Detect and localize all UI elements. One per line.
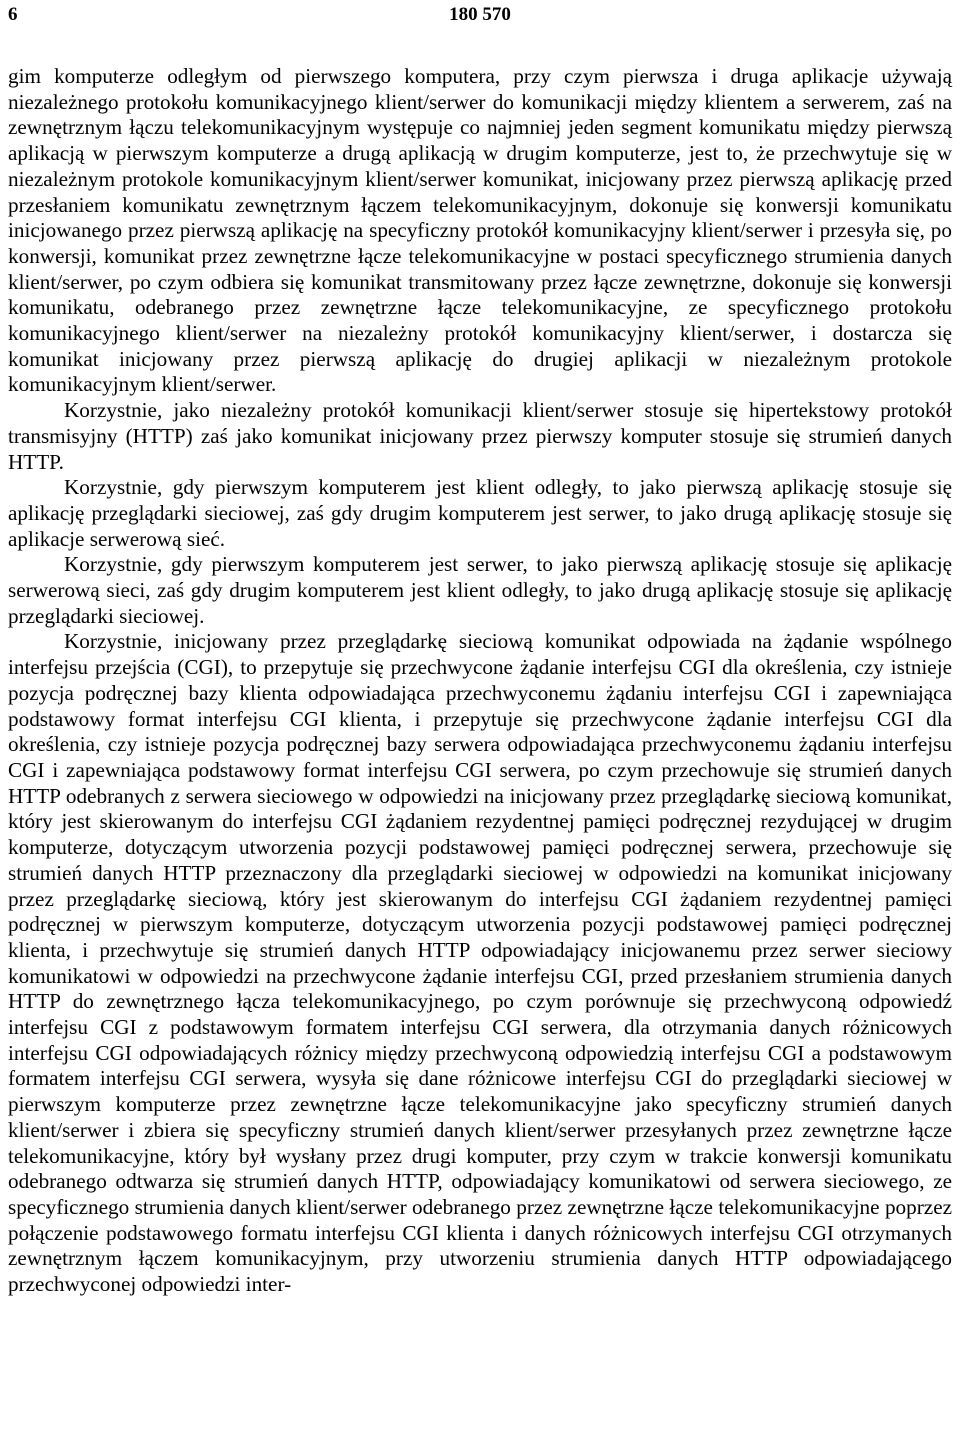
document-body: [8, 64, 952, 1298]
document-number: 180 570: [449, 4, 511, 25]
page-number: 6: [8, 4, 18, 25]
paragraph: Korzystnie, inicjowany przez przeglądarkę sieciową komunikat odpowiada na żądanie wspólnego interfejsu przejścia (CGI), to przepytuje się przechwycone żądanie interfejsu CGI dla określenia, czy istnieje pozycja podręcznej bazy klienta odpowiadająca przechwyconemu żądaniu interfejsu CGI i zapewniająca podstawowy format interfejsu CGI klienta, i przepytuje się przechwycone żądanie interfejsu CGI dla określenia, czy istnieje pozycja podręcznej bazy serwera odpowiadająca przechwyconemu żądaniu interfejsu CGI i zapewniająca podstawowy format interfejsu CGI serwera, po czym przechowuje się strumień danych HTTP odebranych z serwera sieciowego w odpowiedzi na inicjowany przez przeglądarkę sieciową komunikat, który jest skierowanym do interfejsu CGI żądaniem rezydentnej pamięci podręcznej rezydującej w drugim komputerze, dotyczącym utworzenia pozycji podstawowej pamięci podręcznej serwera, przechowuje się strumień danych HTTP przeznaczony dla przeglądarki sieciowej w odpowiedzi na komunikat inicjowany przez przeglądarkę sieciową, który jest skierowanym do interfejsu CGI żądaniem rezydentnej pamięci podręcznej w pierwszym komputerze, dotyczącym utworzenia pozycji podstawowej pamięci podręcznej klienta, i przechwytuje się strumień danych HTTP odpowiadający inicjowanemu przez serwer sieciowy komunikatowi w odpowiedzi na przechwycone żądanie interfejsu CGI, przed przesłaniem strumienia danych HTTP do zewnętrznego łącza telekomunikacyjnego, po czym porównuje się przechwyconą odpowiedź interfejsu CGI z podstawowym formatem interfejsu CGI serwera, dla otrzymania danych różnicowych interfejsu CGI odpowiadających różnicy między przechwyconą odpowiedzią interfejsu CGI a podstawowym formatem interfejsu CGI serwera, wysyła się dane różnicowe interfejsu CGI do przeglądarki sieciowej w pierwszym komputerze przez zewnętrzne łącze telekomunikacyjne jako specyficzny strumień danych klient/serwer i zbiera się specyficzny strumień danych klient/serwer przesyłanych przez zewnętrzne łącze telekomunikacyjne, który był wysłany przez drugi komputer, przy czym w trakcie konwersji komunikatu odebranego odtwarza się strumień danych HTTP, odpowiadający komunikatowi od serwera sieciowego, ze specyficznego strumienia danych klient/serwer odebranego przez zewnętrzne łącze telekomunikacyjne poprzez połączenie podstawowego formatu interfejsu CGI klienta i danych różnicowych interfejsu CGI otrzymanych zewnętrznym łączem komunikacyjnym, przy utworzeniu strumienia danych HTTP odpowiadającego przechwyconej odpowiedzi inter-: [8, 629, 952, 1297]
paragraph: Korzystnie, gdy pierwszym komputerem jest klient odległy, to jako pierwszą aplikację stosuje się aplikację przeglądarki sieciowej, zaś gdy drugim komputerem jest serwer, to jako drugą aplikację stosuje się aplikacje serwerową sieć.: [8, 475, 952, 551]
paragraph: gim komputerze odległym od pierwszego komputera, przy czym pierwsza i druga aplikacje używają niezależnego protokołu komunikacyjnego klient/serwer do komunikacji między klientem a serwerem, zaś na zewnętrznym łączu telekomunikacyjnym występuje co najmniej jeden segment komunikatu między pierwszą aplikacją w pierwszym komputerze a drugą aplikacją w drugim komputerze, jest to, że przechwytuje się w niezależnym protokole komunikacyjnym klient/serwer komunikat, inicjowany przez pierwszą aplikację przed przesłaniem komunikatu zewnętrznym łączem telekomunikacyjnym, dokonuje się konwersji komunikatu inicjowanego przez pierwszą aplikację na specyficzny protokół komunikacyjny klient/serwer i przesyła się, po konwersji, komunikat przez zewnętrzne łącze telekomunikacyjne w postaci specyficznego strumienia danych klient/serwer, po czym odbiera się komunikat transmitowany przez łącze zewnętrzne, dokonuje się konwersji komunikatu, odebranego przez zewnętrzne łącze telekomunikacyjne, ze specyficznego protokołu komunikacyjnego klient/serwer na niezależny protokół komunikacyjny klient/serwer, i dostarcza się komunikat inicjowany przez pierwszą aplikację do drugiej aplikacji w niezależnym protokole komunikacyjnym klient/serwer.: [8, 64, 952, 397]
paragraph: Korzystnie, gdy pierwszym komputerem jest serwer, to jako pierwszą aplikację stosuje się aplikację serwerową sieci, zaś gdy drugim komputerem jest klient odległy, to jako drugą aplikację stosuje się aplikację przeglądarki sieciowej.: [8, 552, 952, 628]
page-header: [0, 4, 960, 30]
paragraph: Korzystnie, jako niezależny protokół komunikacji klient/serwer stosuje się hipertekstowy protokół transmisyjny (HTTP) zaś jako komunikat inicjowany przez pierwszy komputer stosuje się strumień danych HTTP.: [8, 398, 952, 474]
